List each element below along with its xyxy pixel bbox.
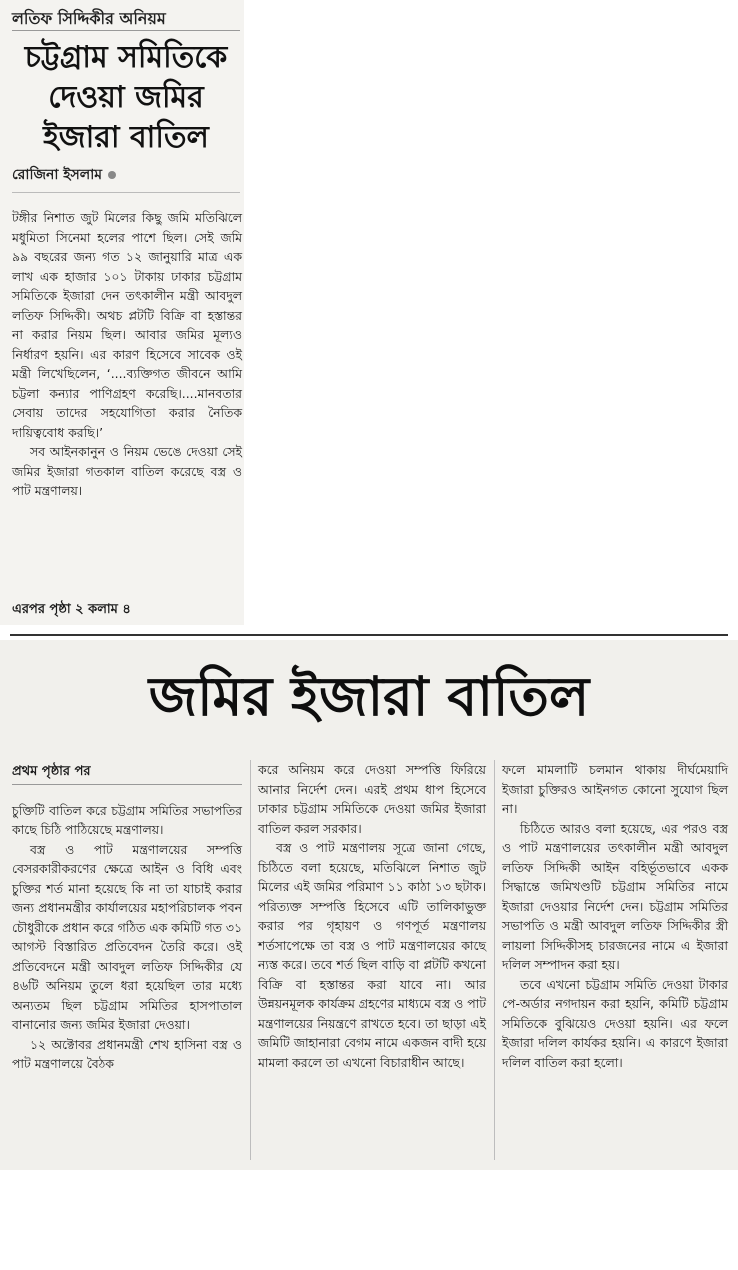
front-body [12, 208, 242, 501]
continued-label: প্রথম পৃষ্ঠার পর [12, 762, 242, 785]
body-paragraph: ১২ অক্টোবর প্রধানমন্ত্রী শেখ হাসিনা বস্ত্র ও পাট মন্ত্রণালয়ে বৈঠক [12, 1036, 242, 1071]
body-paragraph: ফলে মামলাটি চলমান থাকায় দীর্ঘমেয়াদি ইজারা চুক্তিরও আইনগত কোনো সুযোগ ছিল না। [502, 762, 728, 816]
kicker-rule [12, 30, 240, 31]
article-column-1 [12, 760, 242, 1160]
column-rule [494, 760, 495, 1160]
body-paragraph: বস্ত্র ও পাট মন্ত্রণালয়ের সম্পত্তি বেসরকারীকরণের ক্ষেত্রে আইন ও বিধি এবং চুক্তির শর্ত মানা হয়েছে কি না তা যাচাই করার জন্য প্রধানমন্ত্রীর কার্যালয়ের মহাপরিচালক পবন চৌধুরীকে প্রধান করে গঠিত এক কমিটি গত ৩১ আগস্ট বিস্তারিত প্রতিবেদন তৈরি করে। ওই প্রতিবেদনে মন্ত্রী আবদুল লতিফ সিদ্দিকীর যে ৪৬টি অনিয়ম তুলে ধরা হয়েছিল তার মধ্যে অন্যতম ছিল চট্টগ্রাম সমিতির হাসপাতাল বানানোর জন্য জমির ইজারা দেওয়া। [12, 841, 243, 1032]
jump-line: এরপর পৃষ্ঠা ২ কলাম ৪ [12, 602, 131, 617]
headline-line: চট্টগ্রাম সমিতিকে [24, 40, 228, 75]
headline-line: ইজারা বাতিল [43, 120, 209, 155]
article-column-3 [502, 760, 728, 1160]
byline-author: রোজিনা ইসলাম [12, 167, 103, 183]
body-paragraph: চুক্তিটি বাতিল করে চট্টগ্রাম সমিতির সভাপতির কাছে চিঠি পাঠিয়েছে মন্ত্রণালয়। [12, 802, 242, 837]
byline-rule [12, 192, 240, 193]
body-paragraph: করে অনিয়ম করে দেওয়া সম্পত্তি ফিরিয়ে আনার নির্দেশ দেন। এরই প্রথম ধাপ হিসেবে ঢাকার চট্টগ্রাম সমিতিকে দেওয়া জমির ইজারা বাতিল করল সরকার। [258, 762, 486, 836]
kicker: লতিফ সিদ্দিকীর অনিয়ম [12, 9, 166, 28]
column-rule [250, 760, 251, 1160]
front-headline [8, 38, 244, 158]
article-column-2 [258, 760, 486, 1160]
body-paragraph: তবে এখনো চট্টগ্রাম সমিতি দেওয়া টাকার পে-অর্ডার নগদায়ন করা হয়নি, কমিটি চট্টগ্রাম সমিতিকে বুঝিয়েও দেওয়া হয়নি। এর ফলে ইজারা দলিল কার্যকর হয়নি। এ কারণে ইজারা দলিল বাতিল করা হলো। [502, 976, 728, 1070]
body-paragraph: চিঠিতে আরও বলা হয়েছে, এর পরও বস্ত্র ও পাট মন্ত্রণালয়ের তৎকালীন মন্ত্রী আবদুল লতিফ সিদ্দিকী আইন বহির্ভূতভাবে একক সিদ্ধান্তে জমিখণ্ডটি চট্টগ্রাম সমিতির নামে ইজারা দেওয়ার নির্দেশ দেন। চট্টগ্রাম সমিতির সভাপতি ও মন্ত্রী আবদুল লতিফ সিদ্দিকীর স্ত্রী লায়লা সিদ্দিকীসহ চারজনের নামে এ ইজারা দলিল সম্পাদন করা হয়। [502, 820, 728, 972]
byline-dot-icon [108, 171, 116, 179]
headline-line: দেওয়া জমির [48, 80, 204, 115]
body-paragraph: বস্ত্র ও পাট মন্ত্রণালয় সূত্রে জানা গেছে, চিঠিতে বলা হয়েছে, মতিঝিলে নিশাত জুট মিলের এই জমির পরিমাণ ১১ কাঠা ১৩ ছটাক। পরিত্যক্ত সম্পত্তি হিসেবে এটি তালিকাভুক্ত করার পর গৃহায়ণ ও গণপূর্ত মন্ত্রণালয় শর্তসাপেক্ষে তা বস্ত্র ও পাট মন্ত্রণালয়ের কাছে ন্যস্ত করে। তবে শর্ত ছিল বাড়ি বা প্লটটি কখনো বিক্রি বা হস্তান্তর করা যাবে না। আর উন্নয়নমূলক কার্যক্রম গ্রহণের মাধ্যমে বস্ত্র ও পাট মন্ত্রণালয়ের নিয়ন্ত্রণে রাখতে হবে। তা ছাড়া এই জমিটি জাহানারা বেগম নামে একজন বাদী হয়ে মামলা করলে তা এখনো বিচারাধীন আছে। [258, 840, 486, 1070]
byline [12, 163, 242, 187]
body-paragraph: টঙ্গীর নিশাত জুট মিলের কিছু জমি মতিঝিলে মধুমিতা সিনেমা হলের পাশে ছিল। সেই জমি ৯৯ বছরের জন্য গত ১২ জানুয়ারি মাত্র এক লাখ এক হাজার ১০১ টাকায় ঢাকার চট্টগ্রাম সমিতিকে ইজারা দেন তৎকালীন মন্ত্রী আবদুল লতিফ সিদ্দিকী। অথচ প্লটটি বিক্রি বা হস্তান্তর না করার নিয়ম ছিল। আবার জমির মূল্যও নির্ধারণ হয়নি। এর কারণ হিসেবে সাবেক ওই মন্ত্রী লিখেছিলেন, ‘....ব্যক্তিগত জীবনে আমি চট্টলা কন্যার পাণিগ্রহণ করেছি।....মানবতার সেবায় তাদের সহযোগিতা করার নৈতিক দায়িত্ববোধ করছি।’ [12, 210, 242, 440]
body-paragraph: সব আইনকানুন ও নিয়ম ভেঙে দেওয়া সেই জমির ইজারা গতকাল বাতিল করেছে বস্ত্র ও পাট মন্ত্রণালয়। [12, 444, 242, 498]
section-divider [10, 634, 728, 636]
jump-headline: জমির ইজারা বাতিল [148, 665, 590, 728]
